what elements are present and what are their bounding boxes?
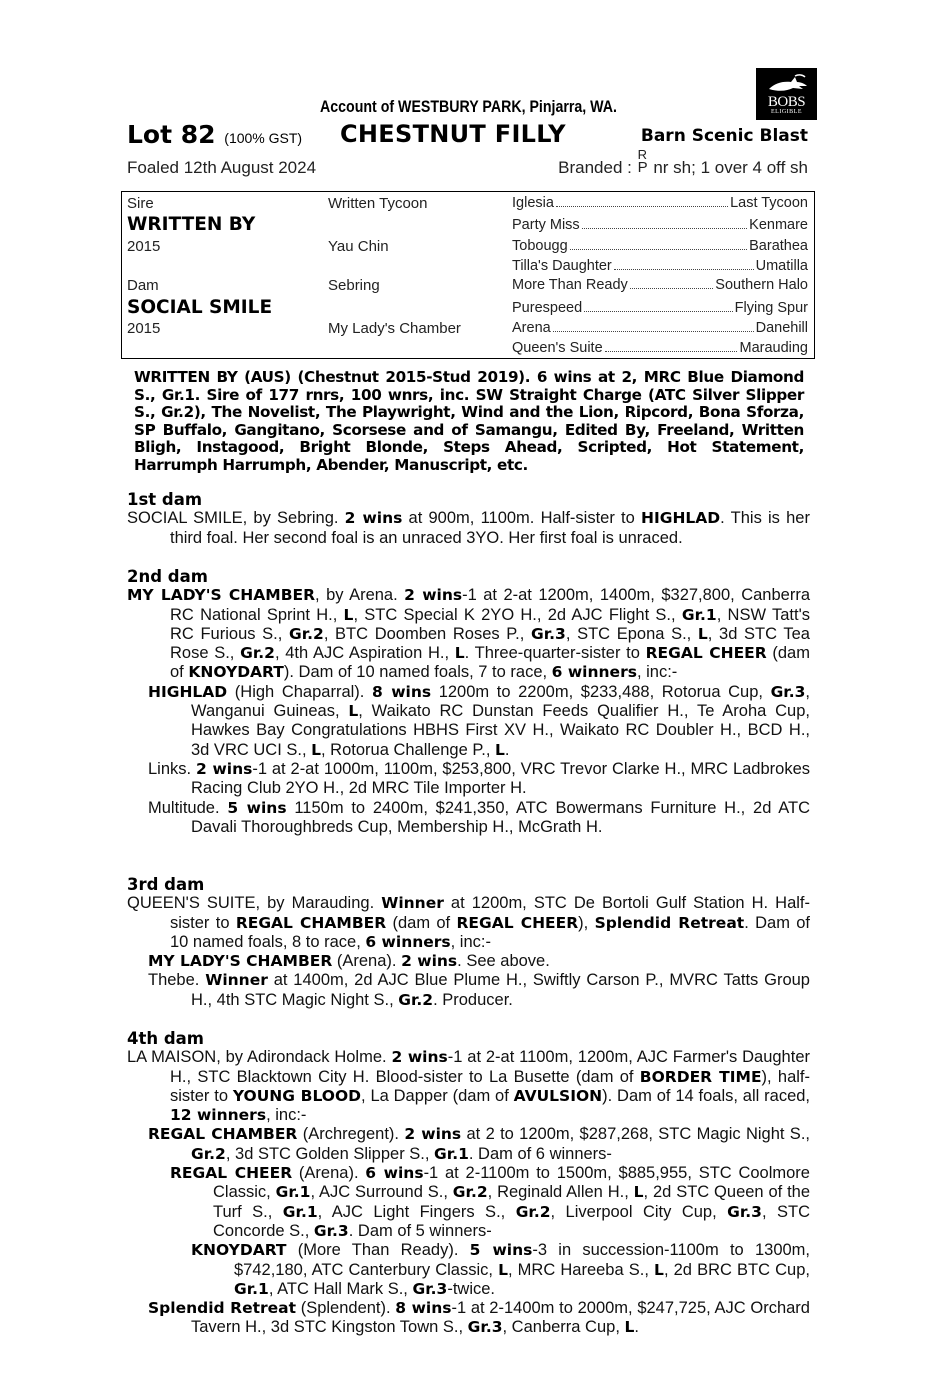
branded-label: Branded :	[558, 158, 632, 177]
gp-right: Flying Spur	[734, 300, 808, 316]
grandparent-row	[512, 217, 808, 233]
pedigree-entry: REGAL CHEER (Arena). 6 wins-1 at 2-1100m to 1500m, $885,955, STC Coolmore Classic, Gr.1, AJC Surround S., Gr.2, Reginald Allen H., L, 2d STC Queen of the Turf S., Gr.1, AJC Light Fingers S., Gr.2, Liverpool City Cup, Gr.3, STC Concorde S., Gr.3. Dam of 5 winners-	[170, 1164, 811, 1240]
brand-top: R	[637, 147, 647, 162]
gp-right: Kenmare	[749, 217, 808, 233]
dam-label: Dam	[127, 277, 159, 294]
vendor-account: Account of WESTBURY PARK, Pinjarra, WA.	[320, 98, 617, 116]
dam-entries	[127, 894, 810, 1010]
sire-label: Sire	[127, 195, 154, 212]
gst-note: (100% GST)	[224, 130, 303, 146]
dam-dam: My Lady's Chamber	[328, 320, 461, 337]
sire-year: 2015	[127, 238, 161, 255]
grandparent-row	[512, 340, 808, 356]
section-title: 1st dam	[127, 490, 203, 509]
pedigree-entry: QUEEN'S SUITE, by Marauding. Winner at 1200m, STC De Bortoli Gulf Station H. Half-sister to REGAL CHAMBER (dam of REGAL CHEER), Splendid Retreat. Dam of 10 named foals, 8 to race, 6 winners, inc:-	[127, 894, 811, 951]
horse-description: CHESTNUT FILLY	[340, 120, 566, 148]
gp-right: Umatilla	[755, 258, 808, 274]
brand-mark-icon	[637, 147, 649, 176]
lot-line	[127, 120, 810, 152]
lot-number	[127, 120, 302, 149]
pedigree-table	[121, 191, 815, 359]
grandparent-row	[512, 195, 808, 211]
gp-right: Southern Halo	[715, 277, 808, 293]
gp-left: Tilla's Daughter	[512, 258, 612, 274]
dam-sire: Sebring	[328, 277, 380, 294]
pedigree-entry: MY LADY'S CHAMBER (Arena). 2 wins. See above.	[148, 952, 550, 971]
section-title: 2nd dam	[127, 567, 208, 586]
brand-bottom: P	[637, 159, 648, 176]
pedigree-entry: SOCIAL SMILE, by Sebring. 2 wins at 900m, 1100m. Half-sister to HIGHLAD. This is her third foal. Her second foal is an unraced 3YO. Her first foal is unraced.	[127, 509, 810, 547]
dam-name: SOCIAL SMILE	[127, 297, 273, 318]
pedigree-entry: MY LADY'S CHAMBER, by Arena. 2 wins-1 at 2-at 1200m, 1400m, $327,800, Canberra RC National Sprint H., L, STC Special K 2YO H., 2d AJC Flight S., Gr.1, NSW Tatt's RC Furious S., Gr.2, BTC Doomben Roses P., Gr.3, STC Epona S., L, 3d STC Tea Rose S., Gr.2, 4th AJC Aspiration H., L. Three-quarter-sister to REGAL CHEER (dam of KNOYDART). Dam of 10 named foals, 7 to race, 6 winners, inc:-	[127, 586, 810, 682]
dam-entries	[127, 586, 810, 837]
pedigree-entry: LA MAISON, by Adirondack Holme. 2 wins-1 at 2-at 1100m, 1200m, AJC Farmer's Daughter H., STC Blacktown City H. Blood-sister to La Busette (dam of BORDER TIME), half-sister to YOUNG BLOOD, La Dapper (dam of AVULSION). Dam of 14 foals, all raced, 12 winners, inc:-	[127, 1048, 811, 1125]
gp-right: Last Tycoon	[730, 195, 808, 211]
grandparent-row	[512, 320, 808, 336]
pedigree-entry: KNOYDART (More Than Ready). 5 wins-3 in succession-1100m to 1300m, $742,180, ATC Canterbury Classic, L, MRC Hareeba S., L, 2d BRC BTC Cup, Gr.1, ATC Hall Mark S., Gr.3-twice.	[191, 1241, 810, 1298]
pedigree-entry: HIGHLAD (High Chaparral). 8 wins 1200m to 2200m, $233,488, Rotorua Cup, Gr.3, Wanganui Guineas, L, Waikato RC Dunstan Feeds Qualifier H., Te Aroha Cup, Hawkes Bay Congratulations HBHS First XV H., Waikato RC Doubler H., BCD H., 3d VRC UCI S., L, Rotorua Challenge P., L.	[148, 682, 811, 759]
branded-text: nr sh; 1 over 4 off sh	[653, 158, 808, 177]
gp-left: Arena	[512, 320, 551, 336]
pedigree-entry: Splendid Retreat (Splendent). 8 wins-1 at 2-1400m to 2000m, $247,725, AJC Orchard Tavern H., 3d STC Kingston Town S., Gr.3, Canberra Cup, L.	[148, 1299, 810, 1337]
dam-year: 2015	[127, 320, 161, 337]
gp-left: More Than Ready	[512, 277, 628, 293]
gp-right: Barathea	[749, 238, 808, 254]
horse-head-icon	[765, 73, 809, 95]
sire-dam: Yau Chin	[328, 238, 389, 255]
second-dam-section	[127, 567, 810, 837]
grandparent-row	[512, 277, 808, 293]
foaled-date: Foaled 12th August 2024	[127, 158, 317, 177]
dam-entries	[127, 509, 810, 548]
fourth-dam-section	[127, 1029, 810, 1338]
gp-left: Queen's Suite	[512, 340, 603, 356]
sire-summary: WRITTEN BY (AUS) (Chestnut 2015-Stud 2019). 6 wins at 2, MRC Blue Diamond S., Gr.1. Sire of 177 rnrs, 100 wnrs, inc. SW Straight Charge (ATC Silver Slipper S., Gr.2), The Novelist, The Playwright, Wind and the Lion, Ripcord, Bona Sforza, SP Buffalo, Gangitano, Scorsese and of Samangu, Edited By, Freeland, Written Bligh, Instagood, Bright Blonde, Steps Ahead, Scripted, Hot Statement, Harrumph Harrumph, Abender, Manuscript, etc.	[134, 368, 804, 474]
gp-right: Danehill	[755, 320, 808, 336]
gp-left: Iglesia	[512, 195, 554, 211]
grandparent-row	[512, 300, 808, 316]
brand-info	[558, 147, 808, 178]
gp-right: Marauding	[739, 340, 808, 356]
sire-sire: Written Tycoon	[328, 195, 428, 212]
gp-left: Purespeed	[512, 300, 583, 316]
third-dam-section	[127, 875, 810, 1010]
lot-label: Lot 82	[127, 120, 216, 149]
pedigree-entry: Links. 2 wins-1 at 2-at 1000m, 1100m, $253,800, VRC Trevor Clarke H., MRC Ladbrokes Racing Club 2YO H., 2d MRC Tile Importer H.	[148, 759, 811, 798]
section-title: 4th dam	[127, 1029, 204, 1048]
first-dam-section	[127, 490, 810, 548]
pedigree-entry: REGAL CHAMBER (Archregent). 2 wins at 2 to 1200m, $287,268, STC Magic Night S., Gr.2, 3d STC Golden Slipper S., Gr.1. Dam of 6 winners-	[148, 1125, 810, 1163]
sire-name: WRITTEN BY	[127, 214, 256, 235]
logo-line1: BOBS	[767, 94, 806, 110]
gp-left: Tobougg	[512, 238, 568, 254]
grandparent-row	[512, 238, 808, 254]
pedigree-entry: Multitude. 5 wins 1150m to 2400m, $241,350, ATC Bowermans Furniture H., 2d ATC Davali Thoroughbreds Cup, Membership H., McGrath H.	[148, 798, 811, 836]
bobs-eligible-logo	[756, 68, 817, 120]
pedigree-entry: Thebe. Winner at 1400m, 2d AJC Blue Plume H., Swiftly Carson P., MVRC Tatts Group H., 4th STC Magic Night S., Gr.2. Producer.	[148, 971, 810, 1009]
grandparent-row	[512, 258, 808, 274]
section-title: 3rd dam	[127, 875, 205, 894]
dam-entries	[127, 1048, 810, 1337]
logo-line2: ELIGIBLE	[771, 109, 802, 115]
gp-left: Party Miss	[512, 217, 580, 233]
barn-location: Barn Scenic Blast	[640, 126, 808, 146]
